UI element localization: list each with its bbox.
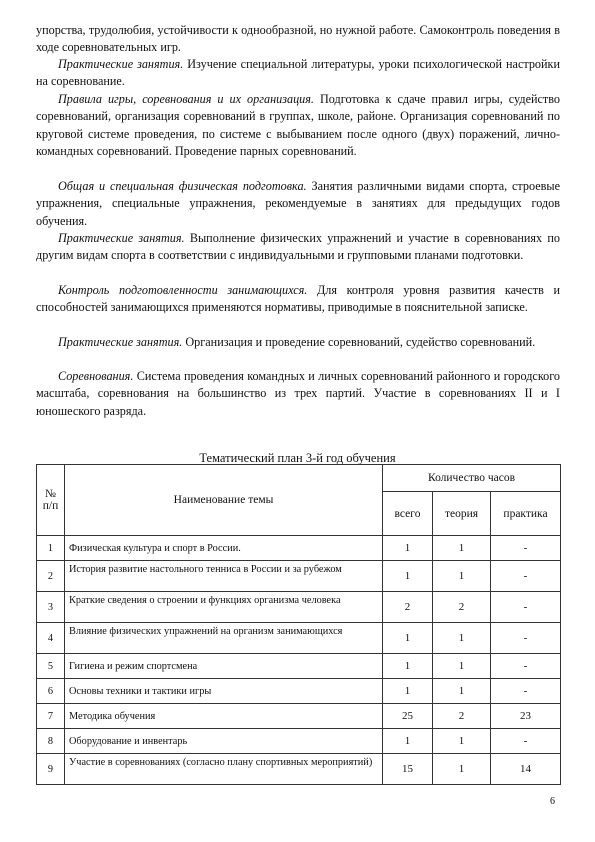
section-heading-italic: Практические занятия. — [58, 57, 184, 71]
row-number: 6 — [37, 679, 65, 704]
row-theory: 1 — [433, 654, 491, 679]
row-topic: Основы техники и тактики игры — [65, 679, 383, 704]
row-practice: - — [491, 623, 561, 654]
paragraph-text: Организация и проведение соревнований, судейство соревнований. — [185, 335, 536, 349]
row-theory: 1 — [433, 679, 491, 704]
column-header-topic: Наименование темы — [65, 465, 383, 536]
row-practice: 23 — [491, 704, 561, 729]
row-topic: Методика обучения — [65, 704, 383, 729]
row-total: 25 — [383, 704, 433, 729]
paragraph-physical-training — [36, 178, 560, 230]
column-header-theory: теория — [433, 492, 491, 536]
row-topic: Краткие сведения о строении и функциях организма человека — [69, 595, 341, 606]
paragraph-control — [36, 282, 560, 317]
table-row — [37, 754, 561, 785]
table-row — [37, 654, 561, 679]
table-row — [37, 704, 561, 729]
row-number: 7 — [37, 704, 65, 729]
row-practice: - — [491, 592, 561, 623]
column-header-number: № п/п — [37, 465, 65, 536]
page-number: 6 — [550, 796, 555, 807]
column-header-practice: практика — [491, 492, 561, 536]
row-topic: Физическая культура и спорт в России. — [65, 536, 383, 561]
paragraph-competitions — [36, 368, 560, 420]
section-heading-italic: Практические занятия. — [58, 335, 183, 349]
row-total: 1 — [383, 654, 433, 679]
row-total: 1 — [383, 536, 433, 561]
paragraph-practice-3 — [36, 334, 560, 351]
paragraph-text: Система проведения командных и личных соревнований районного и городского масштаба, соревнования на большинство из трех партий. Участие в соревнованиях II и I юношеского разряда. — [36, 369, 561, 418]
column-header-hours: Количество часов — [383, 465, 561, 492]
row-practice: 14 — [491, 754, 561, 785]
row-theory: 1 — [433, 623, 491, 654]
row-number: 8 — [37, 729, 65, 754]
section-heading-italic: Общая и специальная физическая подготовка. — [58, 179, 307, 193]
paragraph-practice-1 — [36, 56, 560, 91]
row-number: 5 — [37, 654, 65, 679]
row-theory: 1 — [433, 536, 491, 561]
row-number: 4 — [37, 623, 65, 654]
table-row — [37, 536, 561, 561]
section-heading-italic: Контроль подготовленности занимающихся. — [58, 283, 308, 297]
row-topic: Влияние физических упражнений на организм занимающихся — [69, 626, 343, 637]
row-theory: 1 — [433, 561, 491, 592]
row-total: 1 — [383, 729, 433, 754]
paragraph-text: упорства, трудолюбия, устойчивости к однообразной, но нужной работе. Самоконтроль поведения в ходе соревновательных игр. — [36, 23, 560, 55]
row-practice: - — [491, 654, 561, 679]
row-practice: - — [491, 679, 561, 704]
row-practice: - — [491, 729, 561, 754]
paragraph-practice-2 — [36, 230, 560, 265]
row-theory: 2 — [433, 704, 491, 729]
table-row — [37, 592, 561, 623]
row-number: 3 — [37, 592, 65, 623]
row-total: 1 — [383, 623, 433, 654]
paragraph-text: Для контроля уровня развития качеств и способностей занимающихся применяются нормативы, приводимые в пояснительной записке. — [36, 283, 560, 315]
row-total: 2 — [383, 592, 433, 623]
paragraph-text: Занятия различными видами спорта, строевые упражнения, специальные упражнения, рекомендуемые в занятиях для предыдущих годов обучения. — [36, 179, 561, 228]
row-number: 9 — [37, 754, 65, 785]
row-number: 2 — [37, 561, 65, 592]
section-heading-italic: Соревнования. — [58, 369, 134, 383]
section-heading-italic: Правила игры, соревнования и их организация. — [58, 92, 314, 106]
paragraph-continuation — [36, 22, 560, 57]
table-row — [37, 729, 561, 754]
row-theory: 1 — [433, 729, 491, 754]
row-total: 15 — [383, 754, 433, 785]
paragraph-text: Подготовка к сдаче правил игры, судейство соревнований, организация соревнований в группах, школе, районе. Организация соревнований по круговой системе проведения, по системе с выбыванием после одного (двух) поражений, лично-командных соревнований. Проведение парных соревнований. — [36, 92, 561, 159]
paragraph-rules — [36, 91, 560, 161]
thematic-plan-table — [36, 464, 561, 785]
table-title: Тематический план 3-й год обучения — [199, 451, 396, 465]
row-practice: - — [491, 561, 561, 592]
table-row — [37, 679, 561, 704]
paragraph-text: Выполнение физических упражнений и участие в соревнованиях по другим видам спорта в соответствии с индивидуальными и групповыми планами подготовки. — [36, 231, 561, 263]
row-theory: 1 — [433, 754, 491, 785]
row-total: 1 — [383, 561, 433, 592]
row-number: 1 — [37, 536, 65, 561]
paragraph-text: Изучение специальной литературы, уроки психологической настройки на соревнование. — [36, 57, 560, 89]
table-row — [37, 623, 561, 654]
row-practice: - — [491, 536, 561, 561]
row-topic: Участие в соревнованиях (согласно плану спортивных мероприятий) — [69, 757, 373, 768]
section-heading-italic: Практические занятия. — [58, 231, 185, 245]
row-topic: История развитие настольного тенниса в России и за рубежом — [69, 564, 342, 575]
row-topic: Гигиена и режим спортсмена — [65, 654, 383, 679]
row-theory: 2 — [433, 592, 491, 623]
column-header-total: всего — [383, 492, 433, 536]
row-total: 1 — [383, 679, 433, 704]
table-row — [37, 561, 561, 592]
row-topic: Оборудование и инвентарь — [65, 729, 383, 754]
